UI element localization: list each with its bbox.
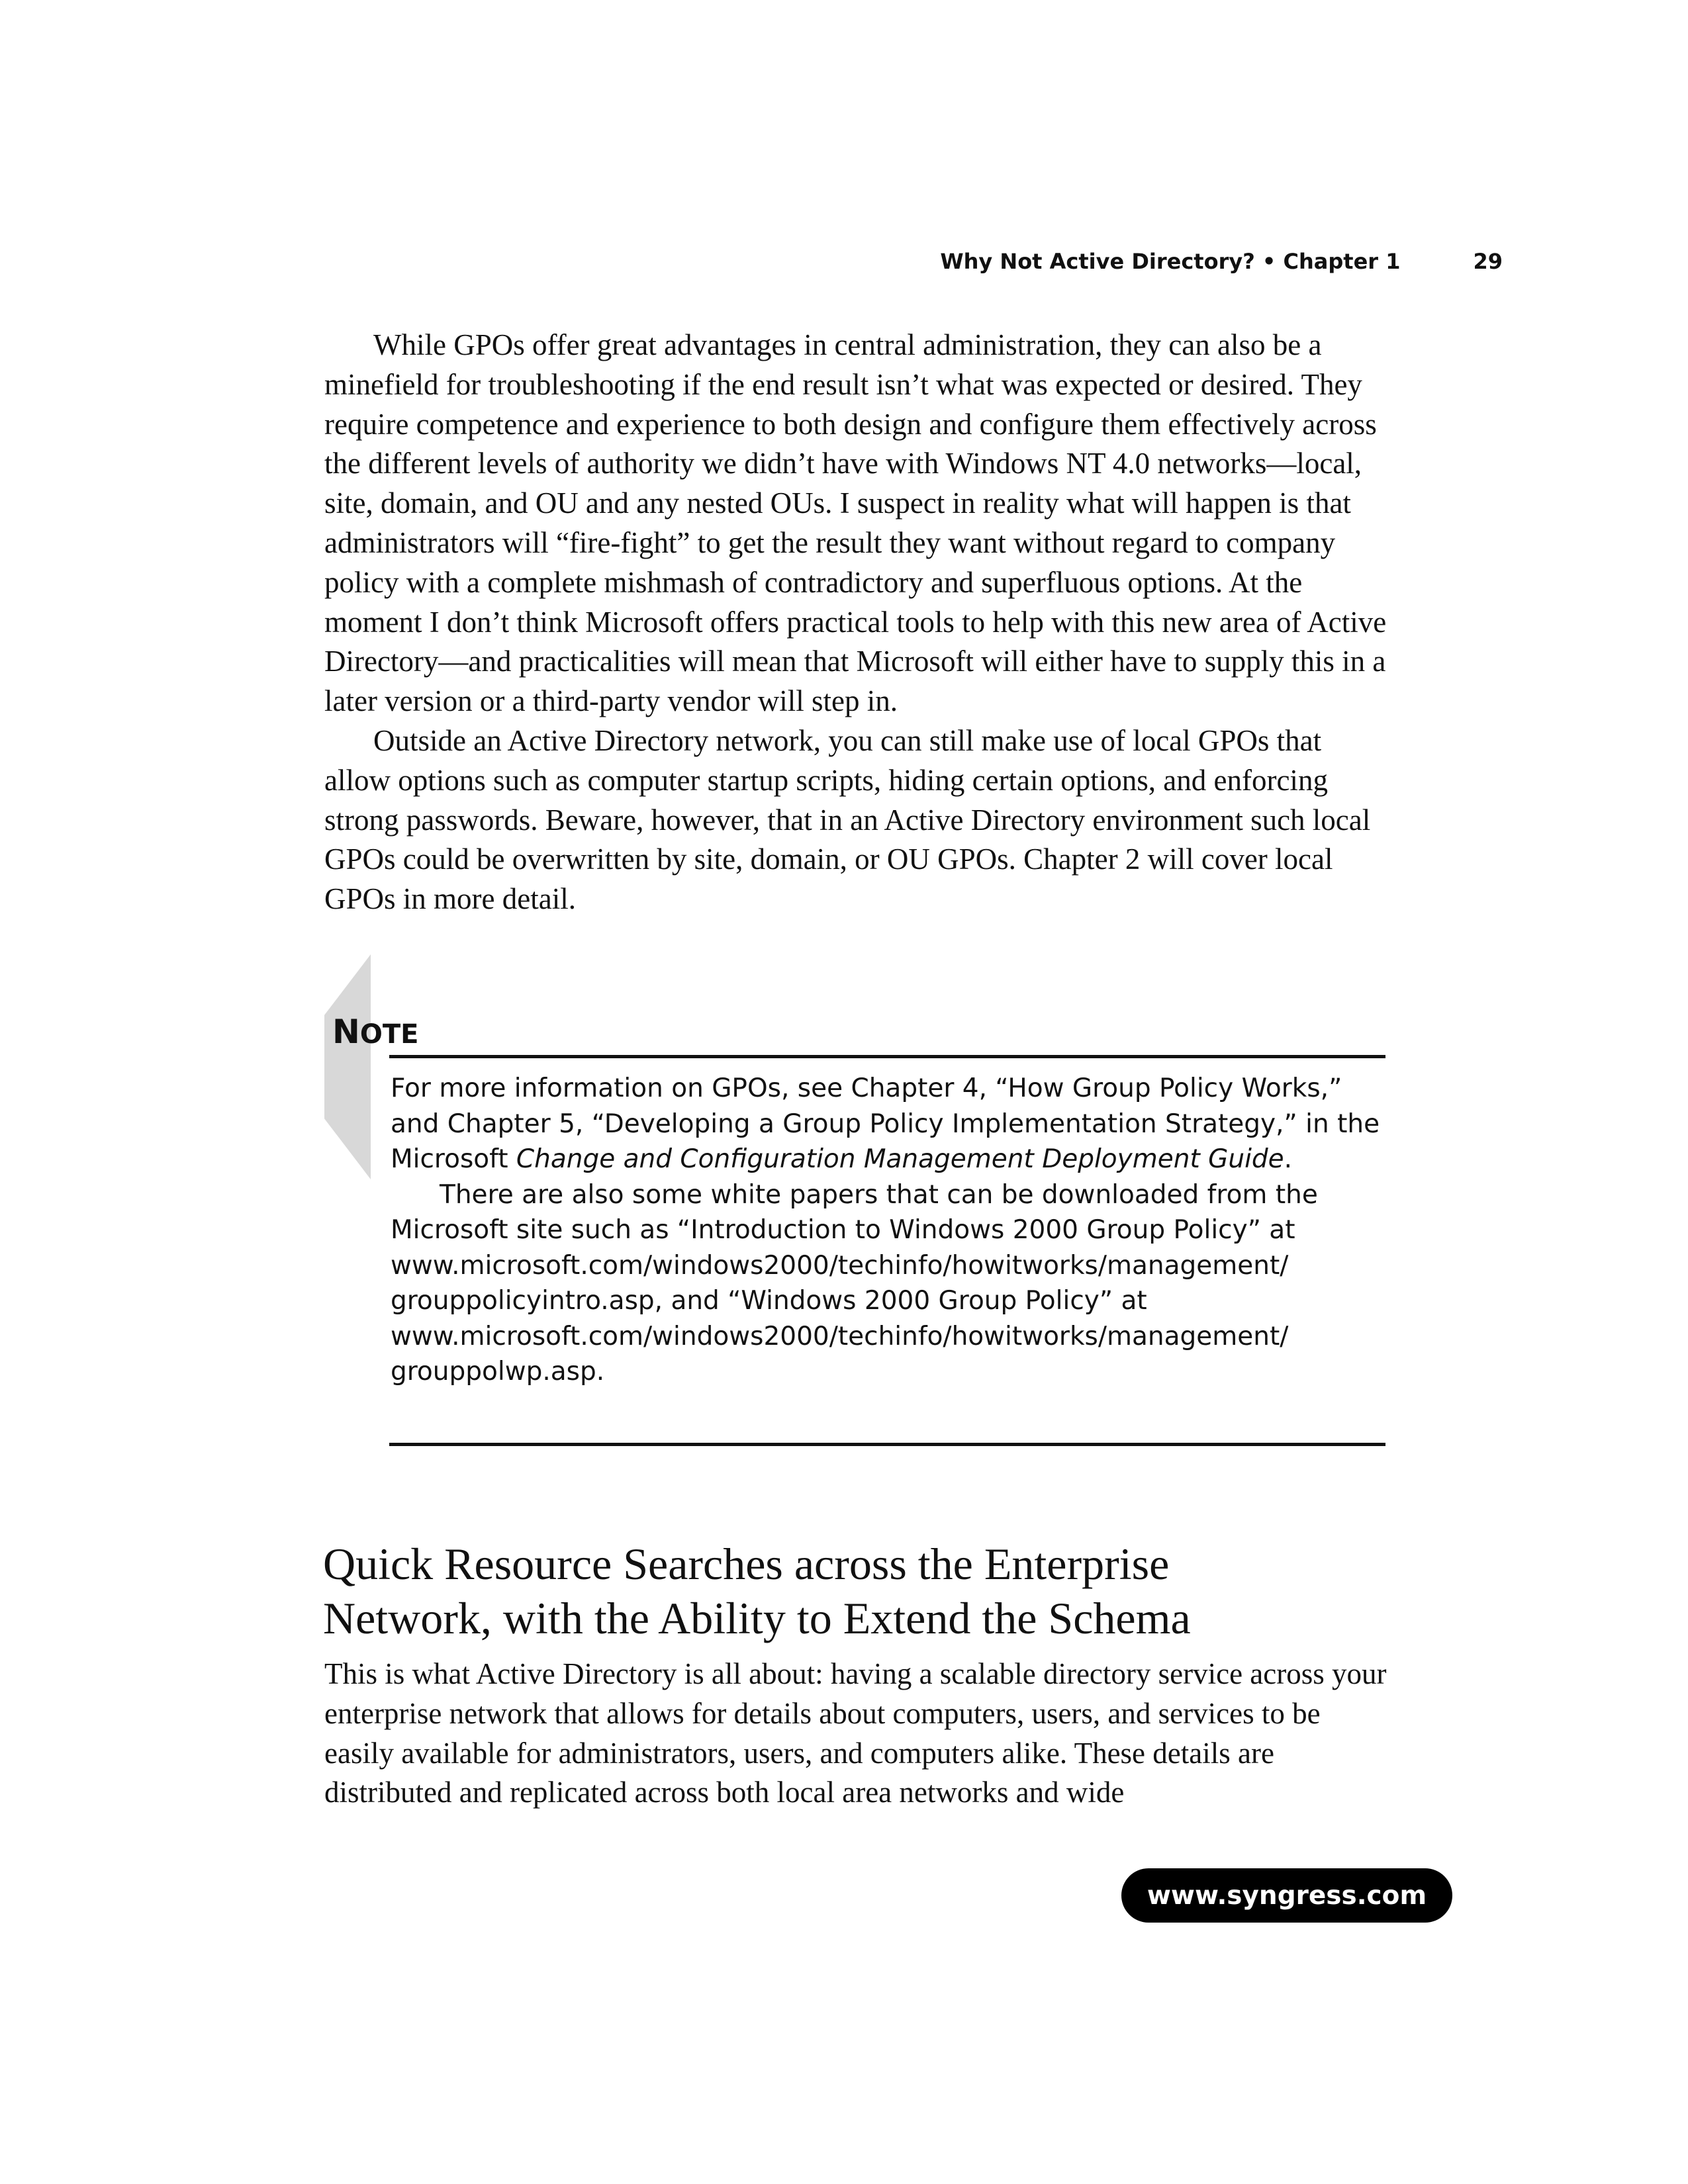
note-label-initial: N (332, 1013, 360, 1051)
section-heading-line-1: Quick Resource Searches across the Enterprise (323, 1539, 1170, 1589)
intro-text (324, 326, 1390, 919)
note-label-rest: OTE (359, 1019, 419, 1050)
url-grouppolicyintro-file: grouppolicyintro.asp, and “Windows 2000 Group Policy” at (391, 1286, 1147, 1316)
deployment-guide-title: Change and Configuration Management Deployment Guide (516, 1144, 1284, 1174)
url-grouppolwp-file: grouppolwp.asp. (391, 1357, 605, 1387)
section-heading-line-2: Network, with the Ability to Extend the Schema (323, 1593, 1191, 1643)
publisher-url-badge: www.syngress.com (1121, 1868, 1452, 1923)
note-paragraph-1 (391, 1071, 1383, 1177)
note-paragraph-2 (391, 1177, 1383, 1390)
note-bottom-rule (389, 1443, 1385, 1446)
paragraph-local-gpos: Outside an Active Directory network, you can still make use of local GPOs that allow options such as computer startup scripts, hiding certain options, and enforcing strong passwords. Beware, however, that in an Active Directory environment such local GPOs could be overwritten by site, domain, or OU GPOs. Chapter 2 will cover local GPOs in more detail. (324, 723, 1371, 916)
running-title: Why Not Active Directory? • Chapter 1 (940, 249, 1401, 274)
paragraph-gpo-advantages: While GPOs offer great advantages in central administration, they can also be a minefield for troubleshooting if the end result isn’t what was expected or desired. They require competence and experience to both design and configure them effectively across the different levels of authority we didn’t have with Windows NT 4.0 networks—local, site, domain, and OU and any nested OUs. I suspect in reality what will happen is that administrators will “fire-fight” to get the result they want without regard to company policy with a complete mishmash of contradictory and superfluous options. At the moment I don’t think Microsoft offers practical tools to help with this new area of Active Directory—and practicalities will mean that Microsoft will either have to supply this in a later version or a third-party vendor will step in. (324, 328, 1387, 718)
running-head (662, 249, 1503, 274)
note-top-rule (389, 1055, 1385, 1058)
note-p2-intro: There are also some white papers that can be downloaded from the Microsoft site such as “Introduction to Windows 2000 Group Policy” at (391, 1179, 1318, 1245)
page-number: 29 (1473, 249, 1503, 274)
note-p1-text: For more information on GPOs, see Chapter 4, “How Group Policy Works,” and Chapter 5, “Developing a Group Policy Implementation Strategy,” in the Microsoft (391, 1073, 1380, 1174)
note-box (391, 1071, 1383, 1390)
note-tab-decoration (324, 954, 371, 1179)
url-grouppolwp-path: www.microsoft.com/windows2000/techinfo/howitworks/management/ (391, 1321, 1289, 1351)
section-body (324, 1655, 1390, 1813)
url-grouppolicyintro-path: www.microsoft.com/windows2000/techinfo/howitworks/management/ (391, 1250, 1289, 1281)
paragraph-active-directory: This is what Active Directory is all about: having a scalable directory service across your enterprise network that allows for details about computers, users, and services to be easily available for administrators, users, and computers alike. These details are distributed and replicated across both local area networks and wide (324, 1657, 1387, 1809)
note-label (332, 1013, 418, 1051)
note-p1-end: . (1284, 1144, 1293, 1174)
section-heading (323, 1537, 1395, 1645)
